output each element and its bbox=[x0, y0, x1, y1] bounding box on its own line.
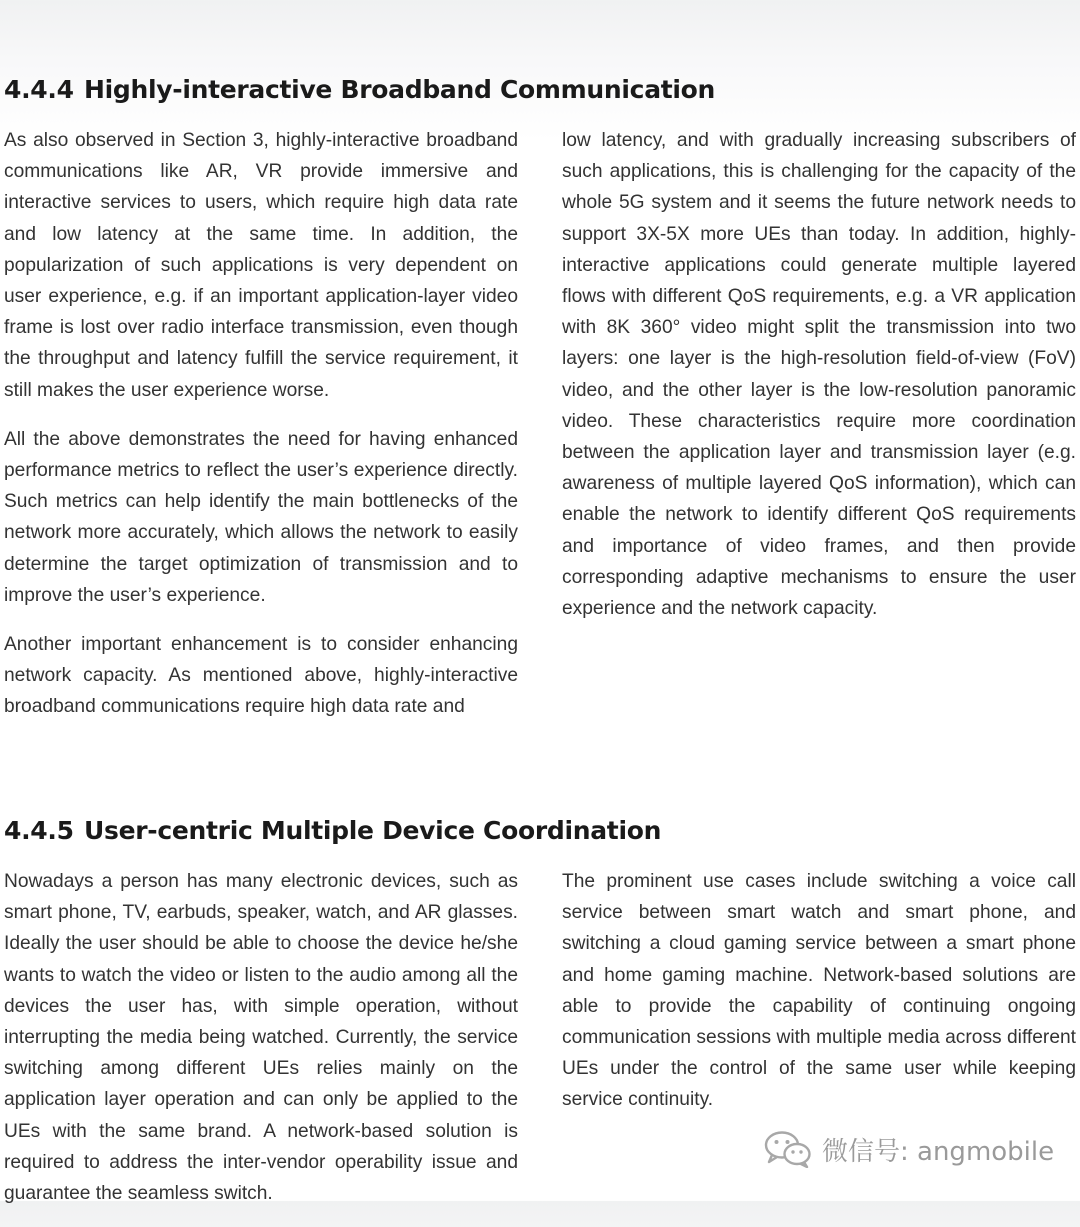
section-heading bbox=[4, 816, 661, 845]
section-heading bbox=[4, 75, 715, 104]
paragraph: Nowadays a person has many electronic devices, such as smart phone, TV, earbuds, speaker, watch, and AR glasses. Ideally the user should be able to choose the device he/she wants to watch the video or listen to the audio among all the devices the user has, with simple operation, without interrupting the media being watched. Currently, the service switching among different UEs relies mainly on the application layer operation and can only be applied to the UEs with the same brand. A network-based solution is required to address the inter-vendor operability issue and guarantee the seamless switch. bbox=[4, 871, 518, 1205]
section-title: User-centric Multiple Device Coordination bbox=[84, 816, 662, 845]
paragraph: All the above demonstrates the need for having enhanced performance metrics to reflect the user’s experience directly. Such metrics can help identify the main bottlenecks of the network more accurately, which allows the network to easily determine the target optimization of transmission and to improve the user’s experience. bbox=[4, 428, 518, 606]
watermark-text: 微信号: angmobile bbox=[822, 1136, 1055, 1167]
left-column bbox=[4, 866, 518, 1227]
right-column bbox=[562, 125, 1076, 642]
wechat-icon bbox=[764, 1130, 812, 1168]
section-number: 4.4.4 bbox=[4, 75, 74, 104]
paragraph: low latency, and with gradually increasing subscribers of such applications, this is challenging for the capacity of the whole 5G system and it seems the future network needs to support 3X-5X more UEs than today. In addition, highly-interactive applications could generate multiple layered flows with different QoS requirements, e.g. a VR application with 8K 360° video might split the transmission into two layers: one layer is the high-resolution field-of-view (FoV) video, and the other layer is the low-resolution panoramic video. These characteristics require more coordination between the application layer and transmission layer (e.g. awareness of multiple layered QoS information), which can enable the network to identify different QoS requirements and importance of video frames, and then provide corresponding adaptive mechanisms to ensure the user experience and the network capacity. bbox=[562, 130, 1076, 620]
watermark bbox=[764, 1130, 1054, 1168]
right-column bbox=[562, 866, 1076, 1134]
paragraph: Another important enhancement is to consider enhancing network capacity. As mentioned above, highly-interactive broadband communications require high data rate and bbox=[4, 634, 518, 718]
paragraph: As also observed in Section 3, highly-interactive broadband communications like AR, VR provide immersive and interactive services to users, which require high data rate and low latency at the same time. In addition, the popularization of such applications is very dependent on user experience, e.g. if an important application-layer video frame is lost over radio interface transmission, even though the throughput and latency fulfill the service requirement, it still makes the user experience worse. bbox=[4, 130, 518, 401]
paragraph: The prominent use cases include switching a voice call service between smart watch and smart phone, and switching a cloud gaming service between a smart phone and home gaming machine. Network-based solutions are able to provide the capability of continuing ongoing communication sessions with multiple media across different UEs under the control of the same user while keeping service continuity. bbox=[562, 871, 1076, 1111]
section-title: Highly-interactive Broadband Communication bbox=[84, 75, 716, 104]
left-column bbox=[4, 125, 518, 741]
section-number: 4.4.5 bbox=[4, 816, 74, 845]
